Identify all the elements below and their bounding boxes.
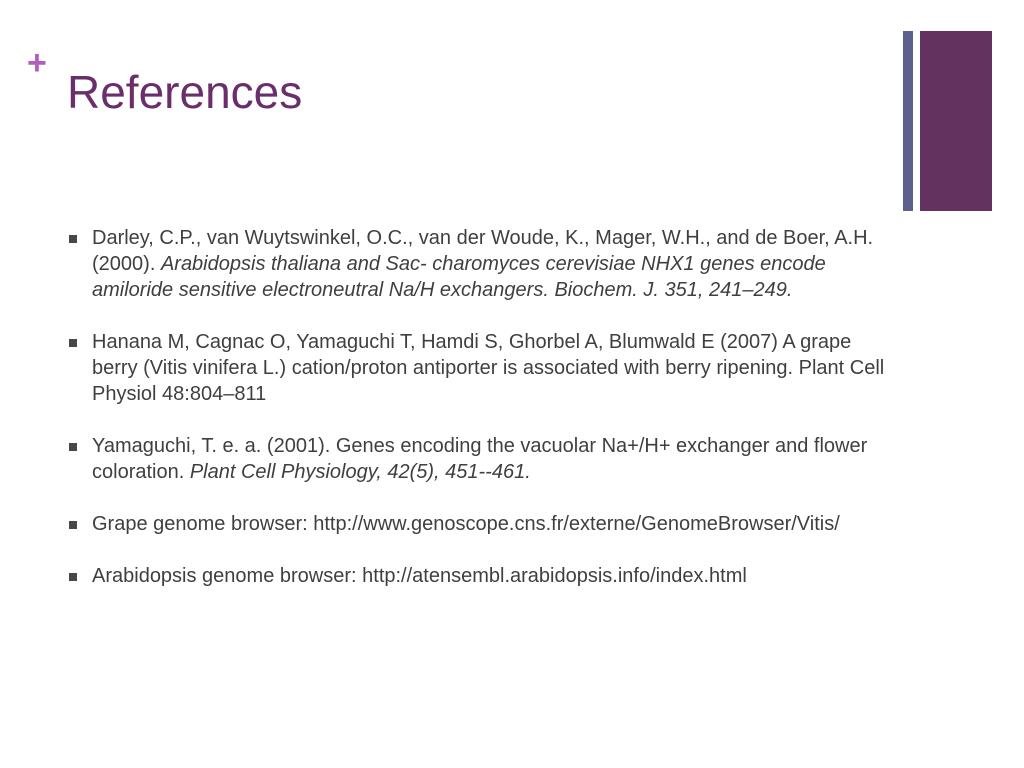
square-bullet-icon <box>69 573 77 581</box>
square-bullet-icon <box>69 235 77 243</box>
reference-item <box>68 329 898 407</box>
reference-item <box>68 511 898 537</box>
reference-text: Darley, C.P., van Wuytswinkel, O.C., van der Woude, K., Mager, W.H., and de Boer, A.H. (2000). <box>92 227 874 275</box>
plus-icon: + <box>27 44 47 82</box>
decorative-bar-thick <box>920 31 992 211</box>
reference-italic-text: Plant Cell Physiology, 42(5), 451--461. <box>189 461 531 483</box>
square-bullet-icon <box>69 443 77 451</box>
reference-text: Yamaguchi, T. e. a. (2001). Genes encoding the vacuolar Na+/H+ exchanger and flower coloration. <box>92 435 868 483</box>
slide-title: References <box>67 66 303 118</box>
reference-item <box>68 225 898 303</box>
square-bullet-icon <box>69 339 77 347</box>
reference-italic-text: Arabidopsis thaliana and Sac- charomyces cerevisiae NHX1 genes encode amiloride sensitive electroneutral Na/H exchangers. Biochem. J. 351, 241–249. <box>92 253 826 301</box>
reference-text: Grape genome browser: http://www.genoscope.cns.fr/externe/GenomeBrowser/Vitis/ <box>92 513 840 535</box>
reference-item <box>68 563 898 589</box>
reference-text: Arabidopsis genome browser: http://atensembl.arabidopsis.info/index.html <box>92 565 747 587</box>
reference-item <box>68 433 898 485</box>
decorative-bar-thin <box>903 31 913 211</box>
square-bullet-icon <box>69 521 77 529</box>
reference-list <box>68 225 898 615</box>
reference-text: Hanana M, Cagnac O, Yamaguchi T, Hamdi S, Ghorbel A, Blumwald E (2007) A grape berry (Vitis vinifera L.) cation/proton antiporter is associated with berry ripening. Plant Cell Physiol 48:804–811 <box>92 331 885 405</box>
